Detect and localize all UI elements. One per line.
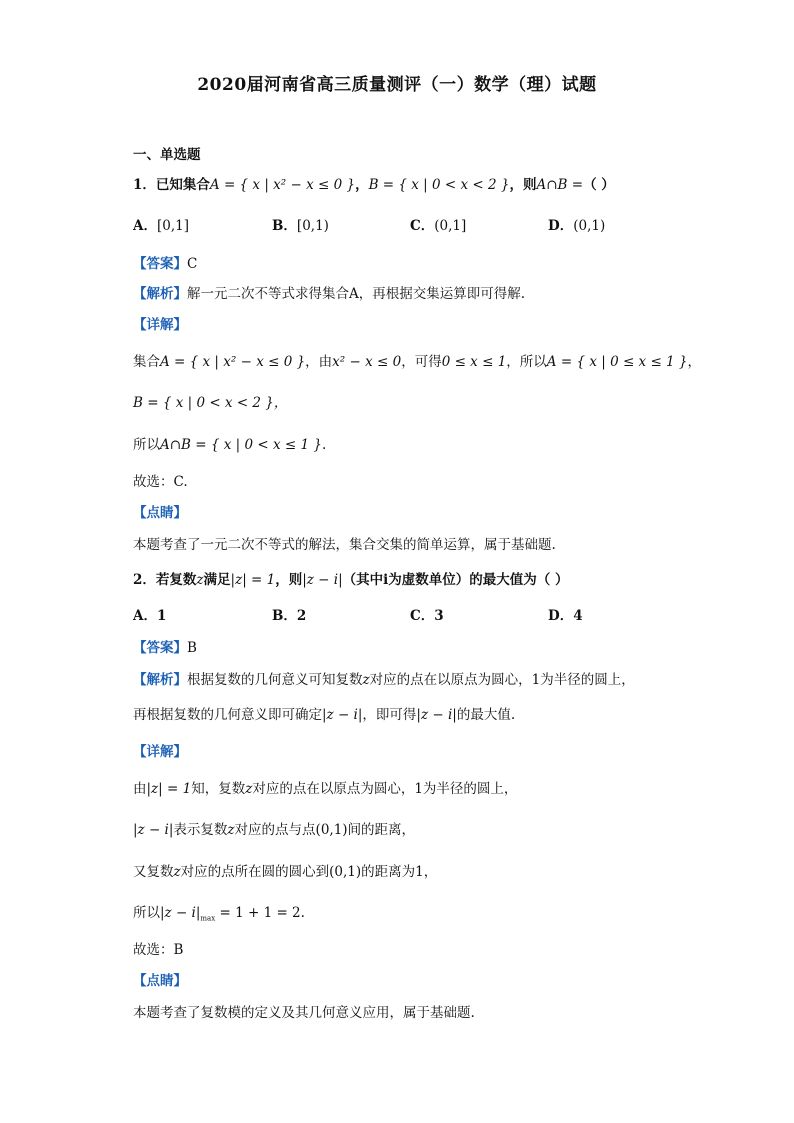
q1-set-b: B = { x | 0 < x < 2 } [368, 177, 510, 193]
q2-detail-heading: 【详解】 [133, 744, 187, 760]
q2-stem: 2．若复数z满足|z| = 1，则|z − i|（其中i为虚数单位）的最大值为（ ） [133, 572, 569, 588]
q2-choice: 故选：B [133, 942, 184, 958]
q1-analysis: 【解析】解一元二次不等式求得集合A，再根据交集运算即可得解. [133, 286, 526, 302]
q1-answer: 【答案】C [133, 256, 198, 272]
q2-detail-line-3: 又复数z对应的点所在圆的圆心到(0,1)的距离为1， [133, 864, 438, 880]
q1-option-d: D．(0,1) [548, 218, 606, 234]
q2-comment: 本题考查了复数模的定义及其几何意义应用，属于基础题. [133, 1005, 475, 1021]
q1-stem: 1．已知集合A = { x | x² − x ≤ 0 }，B = { x | 0 < x < 2 }，则A∩B =（ ） [133, 177, 615, 193]
page-title: 2020届河南省高三质量测评（一）数学（理）试题 [197, 75, 597, 95]
q1-choice: 故选：C. [133, 474, 188, 490]
q1-detail-line-3: 所以A∩B = { x | 0 < x ≤ 1 }. [133, 437, 327, 453]
q1-option-c: C．(0,1] [410, 218, 467, 234]
q2-answer: 【答案】B [133, 640, 197, 656]
q2-option-d: D．4 [548, 608, 583, 624]
q1-set-a: A = { x | x² − x ≤ 0 } [209, 177, 356, 193]
section-heading: 一、单选题 [133, 147, 201, 163]
q2-detail-line-1: 由|z| = 1知，复数z对应的点在以原点为圆心，1为半径的圆上， [133, 781, 518, 797]
q2-analysis-line-1: 【解析】根据复数的几何意义可知复数z对应的点在以原点为圆心，1为半径的圆上， [133, 672, 635, 688]
q2-detail-line-4: 所以$|z - i|_{max} = 1 + 1 = 2$. [133, 905, 305, 923]
q1-comment: 本题考查了一元二次不等式的解法，集合交集的简单运算，属于基础题. [133, 537, 556, 553]
q2-comment-heading: 【点睛】 [133, 973, 187, 989]
q1-detail-line-1: 集合A = { x | x² − x ≤ 0 }，由x² − x ≤ 0，可得0 ≤ x ≤ 1，所以A = { x | 0 ≤ x ≤ 1 }， [133, 354, 702, 370]
q2-detail-line-2: |z − i|表示复数z对应的点与点(0,1)间的距离， [133, 822, 416, 838]
q2-analysis-line-2: 再根据复数的几何意义即可确定|z − i|，即可得|z − i|的最大值. [133, 707, 516, 723]
q1-detail-line-2: B = { x | 0 < x < 2 }， [133, 395, 288, 411]
q1-option-b: B．[0,1) [272, 218, 329, 234]
q2-option-a: A．1 [133, 608, 167, 624]
q2-option-c: C．3 [410, 608, 444, 624]
q1-detail-heading: 【详解】 [133, 317, 187, 333]
q1-comment-heading: 【点睛】 [133, 505, 187, 521]
q1-option-a: A．[0,1] [133, 218, 189, 234]
q2-option-b: B．2 [272, 608, 307, 624]
